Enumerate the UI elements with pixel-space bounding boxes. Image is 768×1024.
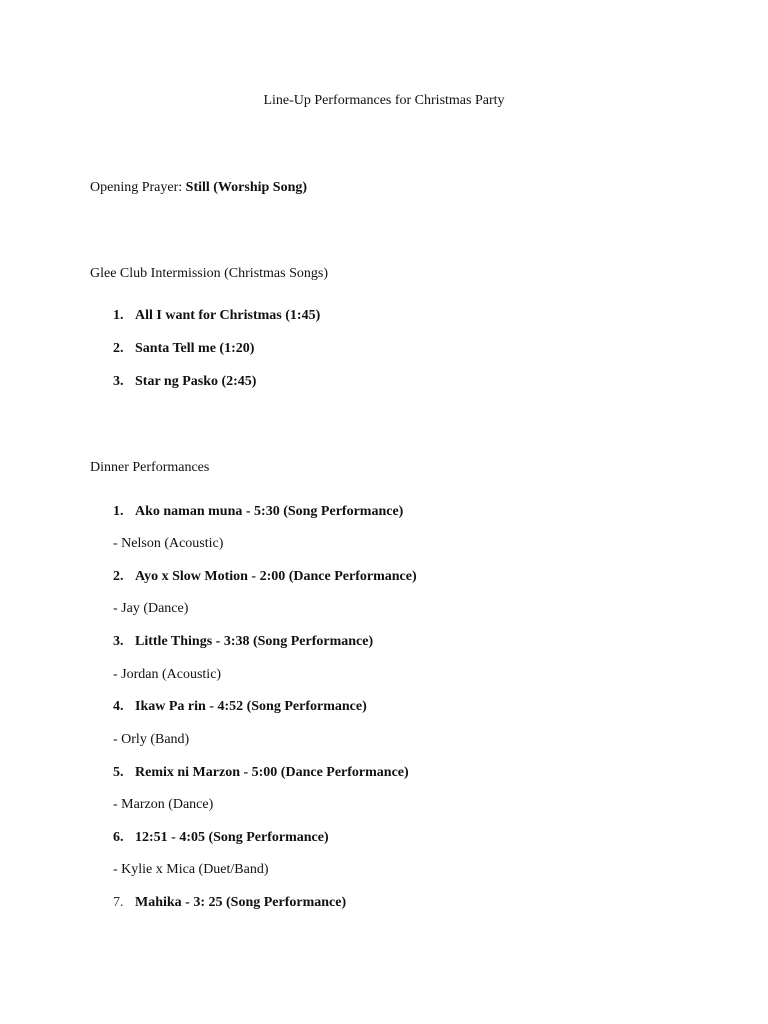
list-item-text: Ikaw Pa rin - 4:52 (Song Performance) xyxy=(135,699,367,714)
list-item-number: 7. xyxy=(113,895,124,910)
document-title: Line-Up Performances for Christmas Party xyxy=(263,93,505,108)
list-item-number: 2. xyxy=(113,341,124,356)
list-item-number: 4. xyxy=(113,699,124,714)
list-item xyxy=(113,894,346,912)
list-item xyxy=(113,764,409,782)
list-item-number: 3. xyxy=(113,634,124,649)
opening-prayer-line xyxy=(90,179,307,197)
list-item-text: Santa Tell me (1:20) xyxy=(135,341,255,356)
list-item-number: 5. xyxy=(113,765,124,780)
list-item-text: Ako naman muna - 5:30 (Song Performance) xyxy=(135,504,404,519)
performer-line: - Kylie x Mica (Duet/Band) xyxy=(113,862,269,877)
performer-line: - Nelson (Acoustic) xyxy=(113,536,224,551)
list-item xyxy=(113,633,373,651)
performer-line: - Orly (Band) xyxy=(113,732,190,747)
list-item-text: 12:51 - 4:05 (Song Performance) xyxy=(135,830,329,845)
list-item xyxy=(113,568,417,586)
dinner-heading: Dinner Performances xyxy=(90,460,210,475)
list-item-text: Mahika - 3: 25 (Song Performance) xyxy=(135,895,347,910)
opening-prayer-label: Opening Prayer: xyxy=(90,180,186,195)
list-item-number: 3. xyxy=(113,374,124,389)
list-item xyxy=(113,698,367,716)
list-item xyxy=(113,829,329,847)
opening-prayer-value: Still (Worship Song) xyxy=(185,180,308,195)
list-item xyxy=(113,340,254,358)
list-item xyxy=(113,373,256,391)
list-item xyxy=(113,503,403,521)
list-item-text: All I want for Christmas (1:45) xyxy=(135,308,321,323)
glee-club-heading: Glee Club Intermission (Christmas Songs) xyxy=(90,266,328,281)
list-item-text: Ayo x Slow Motion - 2:00 (Dance Performance) xyxy=(135,569,417,584)
performer-line: - Jay (Dance) xyxy=(113,601,189,616)
list-item-number: 2. xyxy=(113,569,124,584)
list-item-number: 1. xyxy=(113,504,124,519)
performer-line: - Marzon (Dance) xyxy=(113,797,214,812)
list-item-text: Remix ni Marzon - 5:00 (Dance Performance) xyxy=(135,765,409,780)
list-item-number: 6. xyxy=(113,830,124,845)
list-item-number: 1. xyxy=(113,308,124,323)
list-item-text: Little Things - 3:38 (Song Performance) xyxy=(135,634,374,649)
performer-line: - Jordan (Acoustic) xyxy=(113,667,222,682)
list-item-text: Star ng Pasko (2:45) xyxy=(135,374,257,389)
list-item xyxy=(113,307,320,325)
